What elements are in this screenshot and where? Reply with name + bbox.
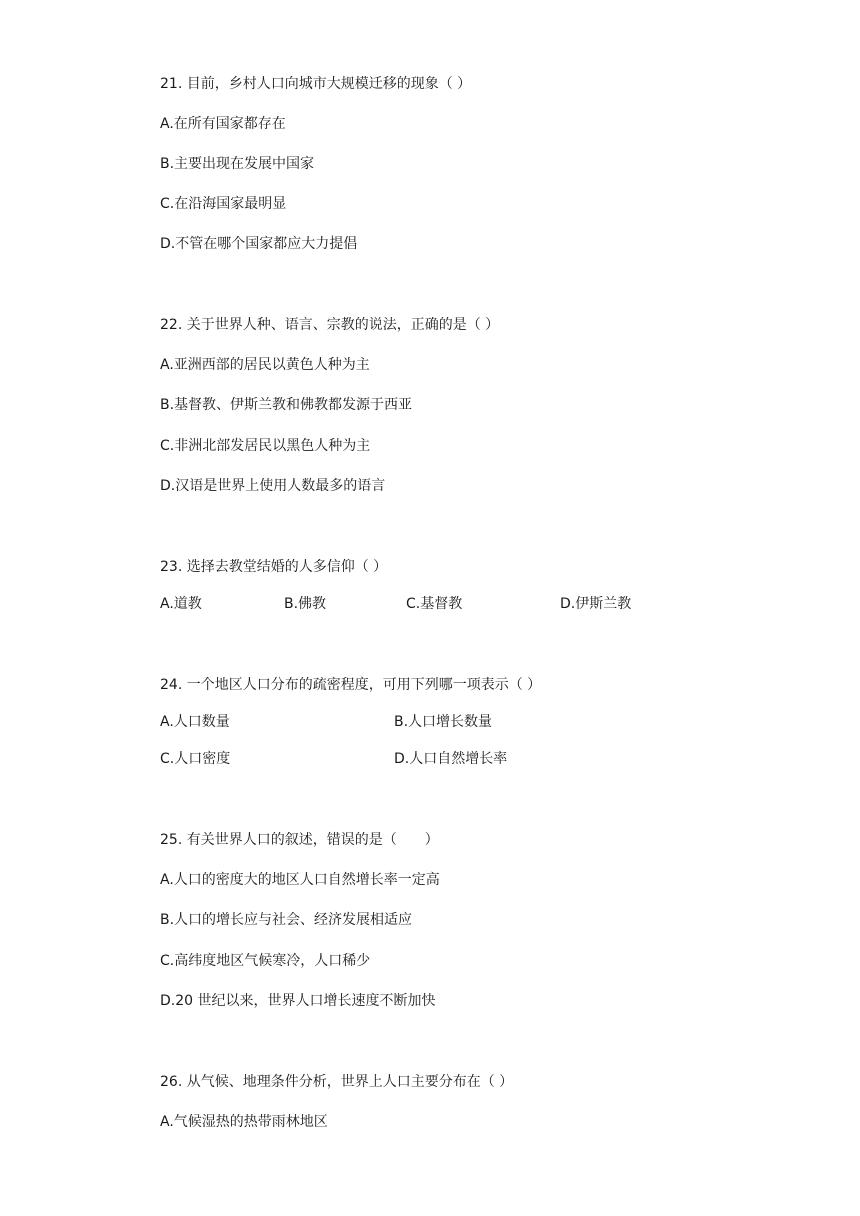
question-22-option-b: B.基督教、伊斯兰教和佛教都发源于西亚 (160, 397, 413, 413)
question-22-option-c: C.非洲北部发居民以黑色人种为主 (160, 438, 371, 454)
question-26-stem: 26. 从气候、地理条件分析，世界上人口主要分布在（ ） (160, 1074, 514, 1090)
question-21-stem: 21. 目前，乡村人口向城市大规模迁移的现象（ ） (160, 76, 472, 92)
question-22-option-d: D.汉语是世界上使用人数最多的语言 (160, 478, 386, 494)
question-21-option-d: D.不管在哪个国家都应大力提倡 (160, 236, 358, 252)
question-24-option-a: A.人口数量 (160, 714, 230, 730)
question-23-option-b: B.佛教 (284, 596, 327, 612)
question-23-stem: 23. 选择去教堂结婚的人多信仰（ ） (160, 559, 388, 575)
question-25-option-a: A.人口的密度大的地区人口自然增长率一定高 (160, 872, 440, 888)
question-24-stem: 24. 一个地区人口分布的疏密程度，可用下列哪一项表示（ ） (160, 677, 542, 693)
question-23-option-d: D.伊斯兰教 (560, 596, 632, 612)
question-21-option-a: A.在所有国家都存在 (160, 116, 286, 132)
question-22-stem: 22. 关于世界人种、语言、宗教的说法，正确的是（ ） (160, 317, 500, 333)
question-21-option-c: C.在沿海国家最明显 (160, 196, 287, 212)
question-23-option-a: A.道教 (160, 596, 202, 612)
question-21-option-b: B.主要出现在发展中国家 (160, 156, 315, 172)
question-25-stem: 25. 有关世界人口的叙述，错误的是（ ） (160, 832, 439, 848)
question-23-option-c: C.基督教 (406, 596, 463, 612)
question-24-option-c: C.人口密度 (160, 751, 231, 767)
question-25-option-d: D.20 世纪以来，世界人口增长速度不断加快 (160, 993, 436, 1009)
question-24-option-d: D.人口自然增长率 (394, 751, 508, 767)
question-24-option-b: B.人口增长数量 (394, 714, 493, 730)
question-22-option-a: A.亚洲西部的居民以黄色人种为主 (160, 357, 370, 373)
question-25-option-c: C.高纬度地区气候寒冷，人口稀少 (160, 953, 371, 969)
question-26-option-a: A.气候湿热的热带雨林地区 (160, 1114, 328, 1130)
question-25-option-b: B.人口的增长应与社会、经济发展相适应 (160, 912, 413, 928)
